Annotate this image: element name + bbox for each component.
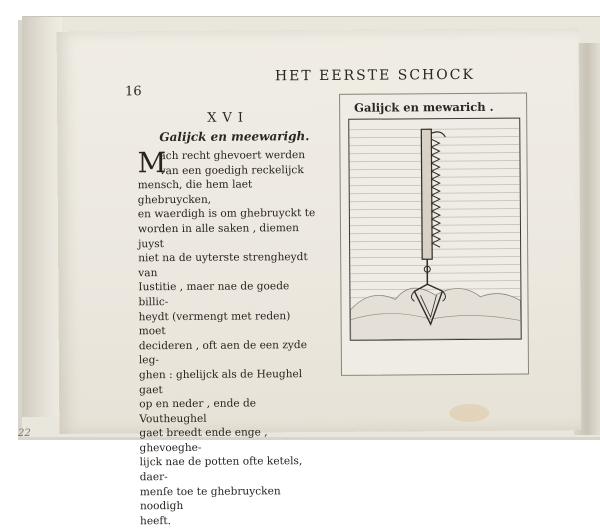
text-line: van een goedigh reckelijck <box>138 163 320 179</box>
emblem-motto: Galijck en meewarigh. <box>159 129 309 144</box>
paper-stain <box>449 404 489 422</box>
text-line: op en neder , ende de Voutheughel <box>139 396 321 426</box>
text-line: Iustitie , maer nae de goede billic- <box>138 279 320 309</box>
drop-cap: M <box>137 149 166 177</box>
text-line: worden in alle saken , diemen juyst <box>138 221 320 251</box>
engraving <box>348 118 522 341</box>
text-line: decideren , oft aen de een zyde leg- <box>139 338 321 368</box>
book-page <box>57 28 582 434</box>
text-line: niet na de uyterste strengheydt van <box>138 250 320 280</box>
plate-title: Galijck en mewarich . <box>354 100 494 115</box>
clouds <box>350 287 520 339</box>
page-number: 16 <box>125 84 142 99</box>
text-line: heeft. <box>140 513 322 529</box>
emblem-number: XVI <box>207 110 249 125</box>
text-line: heydt (vermengt met reden) moet <box>139 309 321 339</box>
text-line: lijck nae de potten ofte ketels, daer- <box>140 454 322 484</box>
text-line: menſe toe te ghebruycken noodigh <box>140 484 322 514</box>
running-head: HET EERSTE SCHOCK <box>225 67 525 85</box>
text-line: ghen : ghelijck als de Heughel gaet <box>139 367 321 397</box>
text-line: ach recht ghevoert werden <box>137 148 319 164</box>
text-line: mensch, die hem laet ghebruycken, <box>138 177 320 207</box>
pencil-mark: 22 <box>18 428 31 439</box>
text-line: gaet breedt ende enge , ghevoeghe- <box>139 425 321 455</box>
emblem-plate <box>339 93 529 376</box>
emblem-text <box>137 148 322 529</box>
text-line: en waerdigh is om ghebruyckt te <box>138 206 320 222</box>
